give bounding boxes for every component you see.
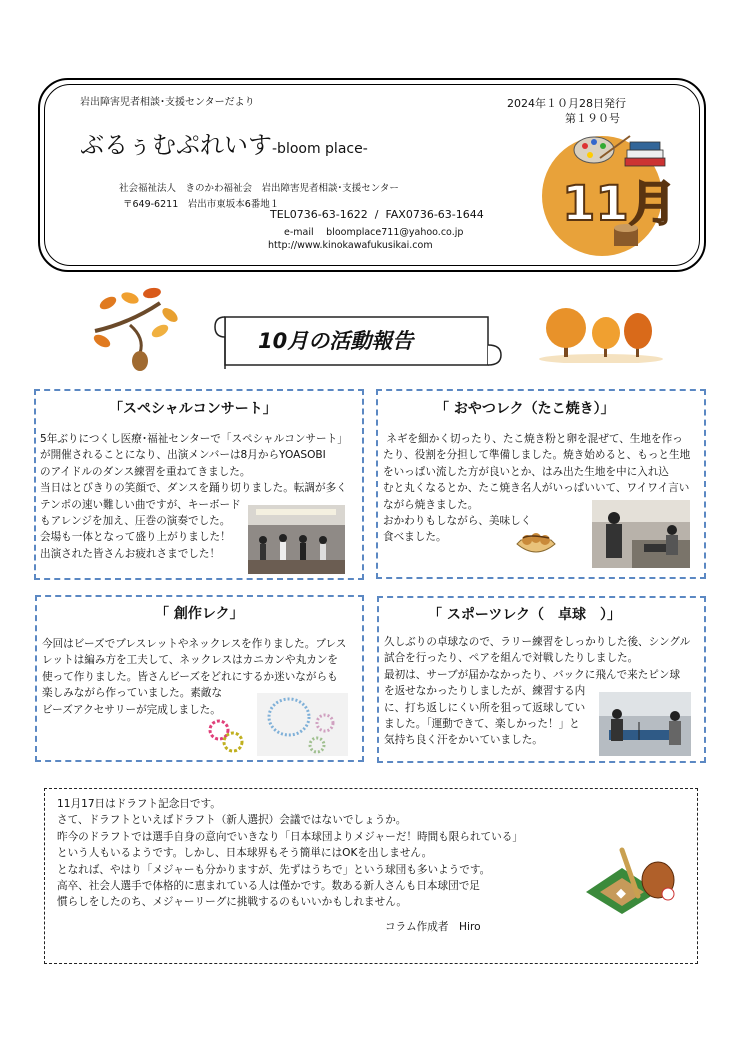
craft-line: ビーズアクセサリーが完成しました。 [42,703,221,716]
beads-illustration [205,716,245,756]
address: 〒649-6211 岩出市東坂本6番地１ [123,199,280,210]
sports-line: を返せなかったりしましたが、練習する内 [384,685,586,698]
takoyaki-illustration [515,530,557,556]
concert-line: のアイドルのダンス練習を重ねてきました。 [40,465,251,478]
column-author: コラム作成者 Hiro [385,921,481,933]
issue-number: 第１９０号 [565,112,620,125]
craft-title: 「 創作レク」 [155,606,244,622]
snack-title: 「 おやつレク（たこ焼き）」 [435,401,615,417]
craft-line: 使って作りました。皆さんビーズをどれにするか迷いながらも [42,670,338,683]
month-badge-text: 11月 [562,176,677,232]
craft-line: 楽しみながら作っていました。素敵な [42,687,223,700]
newsletter-subtitle: 岩出障害児者相談･支援センターだより [80,97,255,108]
column-line: さて、ドラフトといえばドラフト（新人選択）会議ではないでしょうか。 [57,814,407,827]
column-body [57,796,523,911]
column-line: という人もいるようです。しかし、日本球界もそう簡単にはOKを出しません。 [57,847,433,860]
concert-line: 会場も一体となって盛り上がりました！ [40,531,231,544]
snack-line: たり、役割を分担して準備しました。焼き始めると、もっと生地 [383,449,691,462]
books-icon [625,142,665,166]
sports-line: 試合を行ったり、ペアを組んで対戦したりしました。 [384,652,639,665]
craft-line: 今回はビーズでブレスレットやネックレスを作りました。ブレス [42,638,347,650]
snack-line: ネギを細かく切ったり、たこ焼き粉と卵を混ぜて、生地を作っ [383,433,683,445]
sports-line: 久しぶりの卓球なので、ラリー練習をしっかりした後、シングル [384,636,691,648]
autumn-trees-illustration [536,303,666,363]
column-line: 慣らしをしたのち、メジャーリーグに挑戦するのもいいかもしれません。 [57,896,408,909]
website-url[interactable]: http://www.kinokawafukusikai.com [268,240,433,251]
concert-line: 出演された皆さんお疲れさまでした！ [40,547,221,560]
snack-line: おかわりもしながら、美味しく [383,515,532,528]
contact-phone-fax [270,208,484,221]
craft-photo [257,693,348,756]
sports-line: 気持ち良く汗をかいていました。 [384,734,543,747]
sports-photo [599,692,691,756]
newsletter-title [80,125,368,160]
sports-title: 「 スポーツレク（ 卓球 ）」 [428,607,622,623]
craft-line: レットは編み方を工夫して、ネックレスはカニカンや丸カンを [42,654,338,667]
column-line: 昨今のドラフトでは選手自身の意向でいきなり「日本球団よりメジャーだ！時間も限られている」 [57,830,523,843]
sports-line: ました。｢運動できて、楽しかった！」と [384,718,580,731]
email[interactable]: e-mail bloomplace711@yahoo.co.jp [284,227,464,238]
sports-line: に、打ち返しにくい所を狙って返球してい [384,701,586,714]
title-sub: -bloom place- [272,141,368,157]
organization-name: 社会福祉法人 きのかわ福祉会 岩出障害児者相談･支援センター [119,183,399,194]
snack-line: むと丸くなるとか、たこ焼き名人がいっぱいいて、ワイワイ言い [383,482,690,495]
month-badge [530,128,682,258]
title-main: ぶるぅむぷれいす [80,131,272,159]
autumn-branch-illustration [90,283,190,378]
concert-line: 5年ぶりにつくし医療･福祉センターで「スペシャルコンサート」 [40,433,348,445]
fax: FAX0736-63-1644 [385,208,484,221]
concert-line: テンポの速い難しい曲ですが、キーボード [40,498,241,511]
ball-icon [662,888,674,900]
snack-line: 食べました。 [383,531,447,544]
tel: TEL0736-63-1622 [270,208,368,221]
concert-photo [248,505,345,574]
column-line: となれば、やはり「メジャーも分かりますが、先ずはうちで」という球団も多いようです。 [57,863,491,876]
banner-title: 10月の活動報告 [258,329,414,353]
concert-line: もアレンジを加え、圧巻の演奏でした。 [40,515,231,528]
snack-line: をいっぱい流した方が良いとか、はみ出た生地を中に入れ込 [383,465,670,478]
baseball-illustration [582,846,682,916]
snack-photo [592,500,690,568]
concert-title: 「スペシャルコンサート」 [109,401,277,417]
column-line: 11月17日はドラフト記念日です。 [57,798,221,810]
sports-line: 最初は、サーブが届かなかったり、バックに飛んで来たピン球 [384,668,681,681]
separator: / [374,208,379,221]
issue-date: 2024年１０月28日発行 [507,97,626,110]
column-line: 高卒、社会人選手で体格的に恵まれている人は僅かです。数ある新人さんも日本球団で足 [57,880,480,893]
concert-line: 当日はとびきりの笑顔で、ダンスを踊り切りました。転調が多く [40,482,347,495]
concert-line: が開催されることになり、出演メンバーは8月からYOASOBI [40,449,326,462]
snack-line: ながら焼きました。 [383,498,479,511]
